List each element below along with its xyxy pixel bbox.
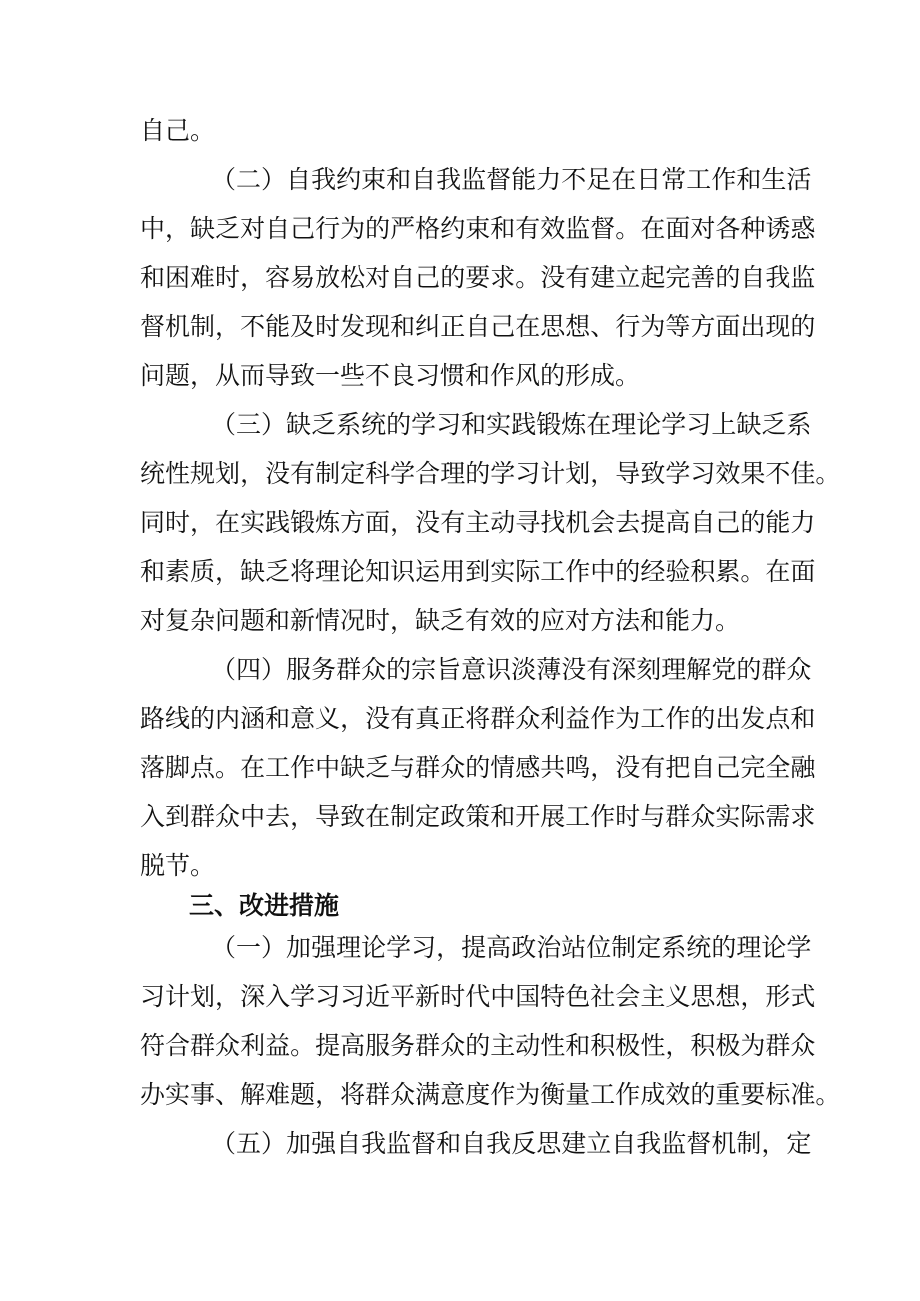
text-line: （ 四 ） 服 务 群 众 的 宗 旨 意 识 淡 薄 没 有 深 刻 理 解 党 的 群 众 bbox=[211, 655, 812, 684]
text-line: 符 合 群 众 利 益 。 提 高 服 务 群 众 的 主 动 性 和 积 极 性 ， 积 极 为 群 众 bbox=[140, 1031, 816, 1060]
text-line: 脱节。 bbox=[140, 851, 216, 880]
text-line: （ 五 ） 加 强 自 我 监 督 和 自 我 反 思 建 立 自 我 监 督 机 制 ， 定 bbox=[211, 1129, 812, 1158]
text-line: 落 脚 点 。 在 工 作 中 缺 乏 与 群 众 的 情 感 共 鸣 ， 没 有 把 自 己 完 全 融 bbox=[140, 753, 816, 782]
text-line: 习 计 划 ， 深 入 学 习 习 近 平 新 时 代 中 国 特 色 社 会 主 义 思 想 ， 形 式 bbox=[140, 982, 816, 1011]
text-line: 自己。 bbox=[140, 116, 216, 145]
text-line: 和 困 难 时 ， 容 易 放 松 对 自 己 的 要 求 。 没 有 建 立 起 完 善 的 自 我 监 bbox=[140, 263, 816, 292]
text-line: 问题，从而导致一些不良习惯和作风的形成。 bbox=[140, 361, 641, 390]
text-line: 办 实 事 、 解 难 题 ， 将 群 众 满 意 度 作 为 衡 量 工 作 成 效 的 重 要 标 准 。 bbox=[140, 1080, 841, 1109]
text-line: 对复杂问题和新情况时，缺乏有效的应对方法和能力。 bbox=[140, 606, 741, 635]
text-line: 统 性 规 划 ， 没 有 制 定 科 学 合 理 的 学 习 计 划 ， 导 致 学 习 效 果 不 佳 。 bbox=[140, 459, 841, 488]
section-heading: 三、改进措施 bbox=[189, 891, 340, 920]
text-line: 督 机 制 ， 不 能 及 时 发 现 和 纠 正 自 己 在 思 想 、 行 为 等 方 面 出 现 的 bbox=[140, 312, 816, 341]
text-line: 入 到 群 众 中 去 ， 导 致 在 制 定 政 策 和 开 展 工 作 时 与 群 众 实 际 需 求 bbox=[140, 802, 816, 831]
text-line: 中 ， 缺 乏 对 自 己 行 为 的 严 格 约 束 和 有 效 监 督 。 在 面 对 各 种 诱 惑 bbox=[140, 214, 816, 243]
text-line: 路 线 的 内 涵 和 意 义 ， 没 有 真 正 将 群 众 利 益 作 为 工 作 的 出 发 点 和 bbox=[140, 704, 816, 733]
text-line: （ 一 ） 加 强 理 论 学 习 ， 提 高 政 治 站 位 制 定 系 统 的 理 论 学 bbox=[211, 933, 812, 962]
text-line: （ 二 ） 自 我 约 束 和 自 我 监 督 能 力 不 足 在 日 常 工 作 和 生 活 bbox=[211, 165, 812, 194]
text-line: 同 时 ， 在 实 践 锻 炼 方 面 ， 没 有 主 动 寻 找 机 会 去 提 高 自 己 的 能 力 bbox=[140, 508, 816, 537]
text-line: （ 三 ） 缺 乏 系 统 的 学 习 和 实 践 锻 炼 在 理 论 学 习 上 缺 乏 系 bbox=[211, 410, 812, 439]
text-line: 和 素 质 ， 缺 乏 将 理 论 知 识 运 用 到 实 际 工 作 中 的 经 验 积 累 。 在 面 bbox=[140, 557, 816, 586]
